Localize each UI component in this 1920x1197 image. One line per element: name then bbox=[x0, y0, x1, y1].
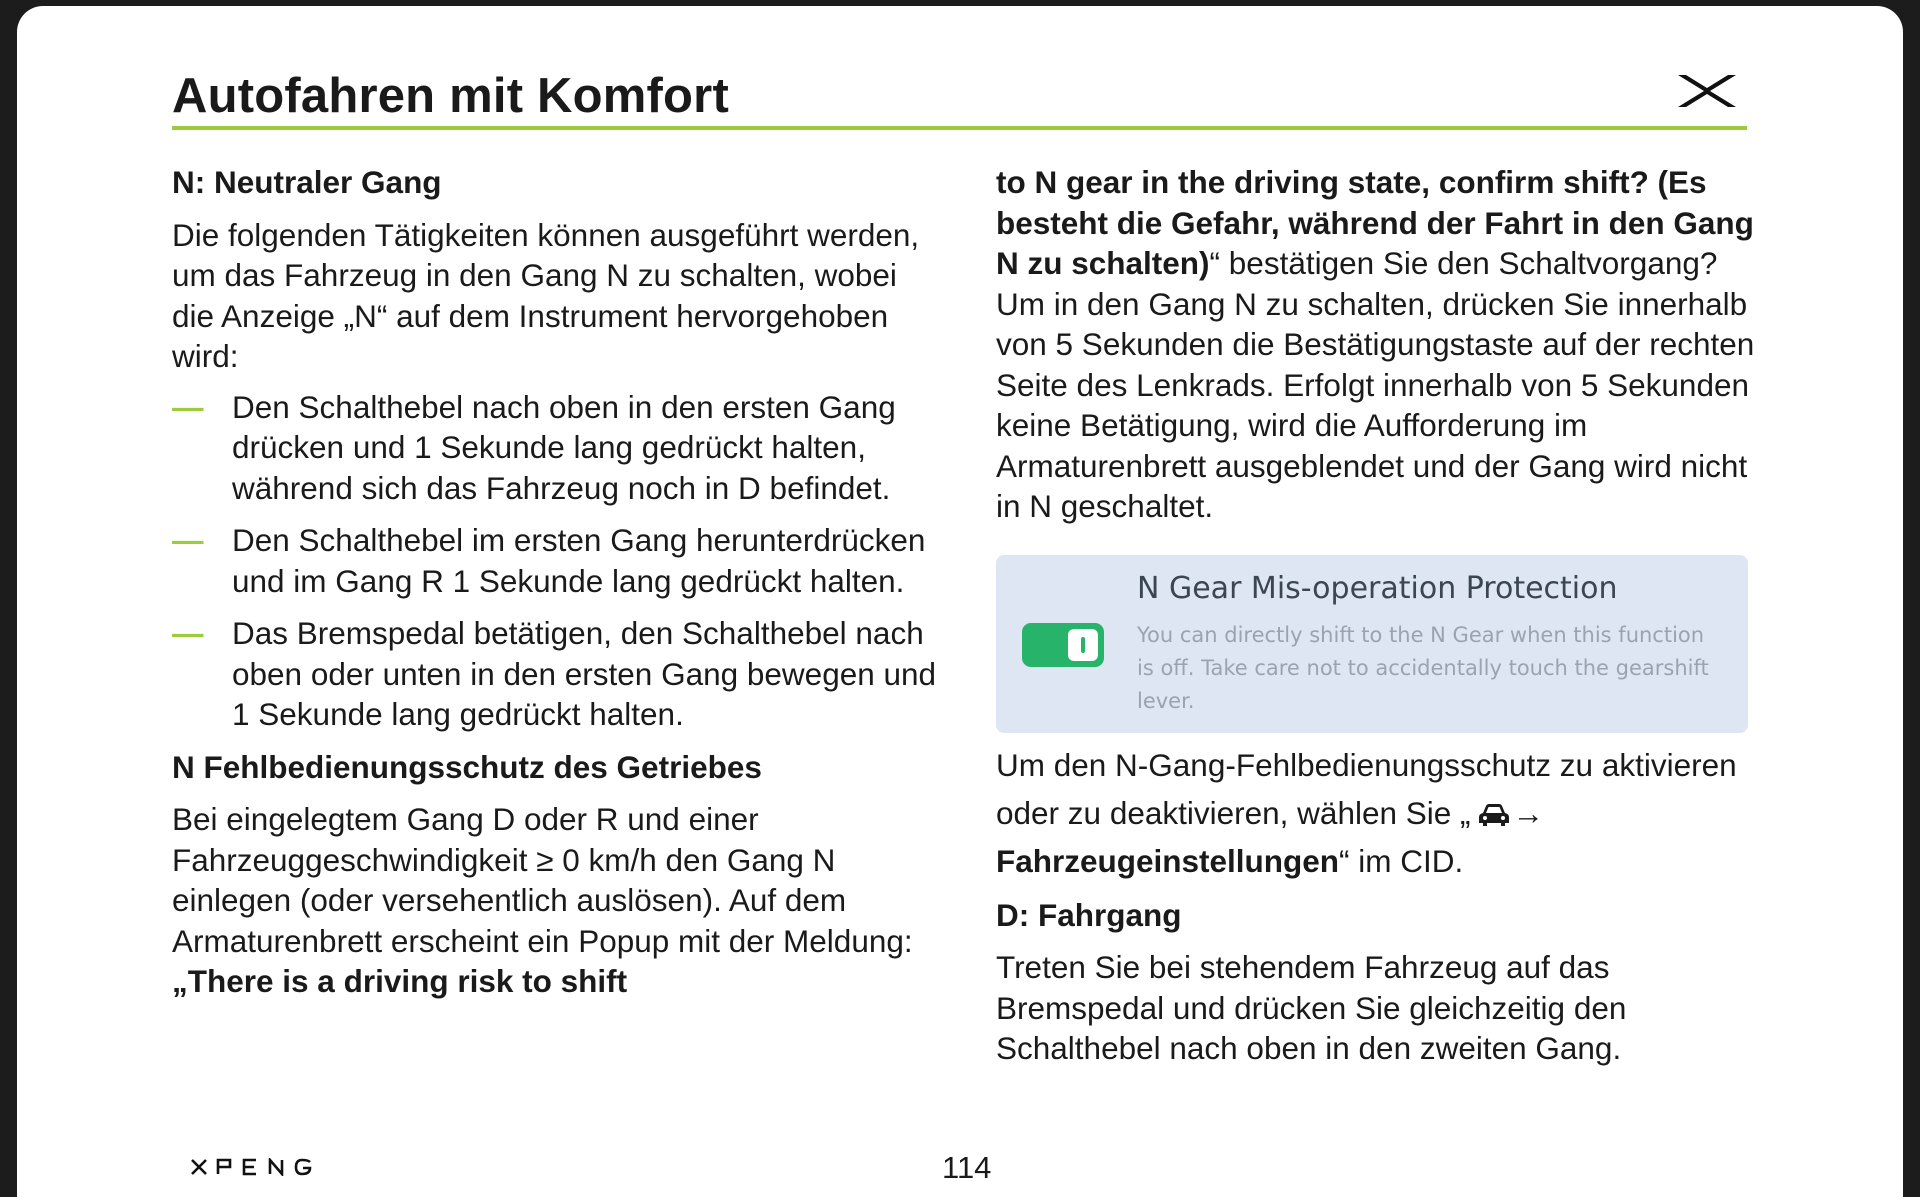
xpeng-x-logo-icon bbox=[1676, 71, 1738, 111]
manual-page bbox=[17, 6, 1903, 1197]
vehicle-settings-label: Fahrzeugeinstellungen bbox=[996, 842, 1340, 879]
section-heading-misoperation-protection: N Fehlbedienungsschutz des Getriebes bbox=[172, 748, 762, 785]
right-column bbox=[996, 162, 1766, 1079]
toggle-knob bbox=[1068, 629, 1098, 661]
title-divider bbox=[172, 126, 1747, 130]
setting-description: You can directly shift to the N Gear when this function is off. Take care not to accidentally touch the gearshift lever. bbox=[1137, 622, 1709, 713]
xpeng-wordmark-icon bbox=[190, 1158, 322, 1176]
bullet-dash: — bbox=[172, 615, 204, 651]
settings-instruction bbox=[996, 741, 1766, 885]
list-item-text: Den Schalthebel nach oben in den ersten Gang drücken und 1 Sekunde lang gedrückt halten, während sich das Fahrzeug noch in D befindet. bbox=[232, 388, 896, 506]
bullet-dash: — bbox=[172, 388, 204, 425]
shift-methods-list bbox=[172, 387, 942, 735]
car-icon bbox=[1477, 803, 1511, 827]
page-number: 114 bbox=[942, 1150, 992, 1185]
n-gear-protection-setting-card bbox=[996, 555, 1748, 733]
protection-paragraph bbox=[172, 799, 942, 1002]
list-item bbox=[172, 613, 942, 735]
settings-suffix: “ im CID. bbox=[1339, 842, 1464, 879]
section-heading-neutral-gear: N: Neutraler Gang bbox=[172, 164, 442, 200]
popup-message-start: „There is a driving risk to shift bbox=[172, 963, 628, 999]
list-item-text: Den Schalthebel im ersten Gang herunterdrücken und im Gang R 1 Sekunde lang gedrückt halten. bbox=[232, 522, 926, 599]
setting-title: N Gear Mis-operation Protection bbox=[1137, 570, 1618, 606]
bullet-dash: — bbox=[172, 522, 204, 558]
section-heading-drive-gear: D: Fahrgang bbox=[996, 896, 1182, 933]
list-item bbox=[172, 520, 942, 601]
left-column bbox=[172, 162, 942, 1012]
continued-paragraph bbox=[996, 162, 1766, 527]
list-item-text: Das Bremspedal betätigen, den Schalthebel nach oben oder unten in den ersten Gang bewegen und 1 Sekunde lang gedrückt halten. bbox=[232, 615, 937, 732]
confirmation-text: “ bestätigen Sie den Schaltvorgang? Um in den Gang N zu schalten, drücken Sie innerhalb von 5 Sekunden die Bestätigungstaste auf der rechten Seite des Lenkrads. Erfolgt innerhalb von 5 Sekunden keine Betätigung, wird die Aufforderung im Armaturenbrett ausgeblendet und der Gang wird nicht in N geschaltet. bbox=[996, 245, 1755, 524]
arrow-icon: → bbox=[1512, 794, 1545, 831]
popup-message-continued: to N gear in the driving state, confirm shift? (Es besteht die Gefahr, während der Fahrt in den Gang N zu schalten) bbox=[996, 164, 1754, 281]
toggle-switch-icon bbox=[1022, 623, 1104, 667]
list-item bbox=[172, 387, 942, 509]
protection-text: Bei eingelegtem Gang D oder R und einer Fahrzeuggeschwindigkeit ≥ 0 km/h den Gang N einlegen (oder versehentlich auslösen). Auf dem Armaturenbrett erscheint ein Popup mit der Meldung: bbox=[172, 801, 913, 959]
settings-text: Um den N-Gang-Fehlbedienungsschutz zu aktivieren oder zu deaktivieren, wählen Sie „ bbox=[996, 746, 1737, 831]
page-title: Autofahren mit Komfort bbox=[172, 69, 729, 123]
drive-gear-paragraph: Treten Sie bei stehendem Fahrzeug auf das Bremspedal und drücken Sie gleichzeitig den Schalthebel nach oben in den zweiten Gang. bbox=[996, 949, 1627, 1066]
intro-paragraph: Die folgenden Tätigkeiten können ausgeführt werden, um das Fahrzeug in den Gang N zu schalten, wobei die Anzeige „N“ auf dem Instrument hervorgehoben wird: bbox=[172, 216, 920, 374]
